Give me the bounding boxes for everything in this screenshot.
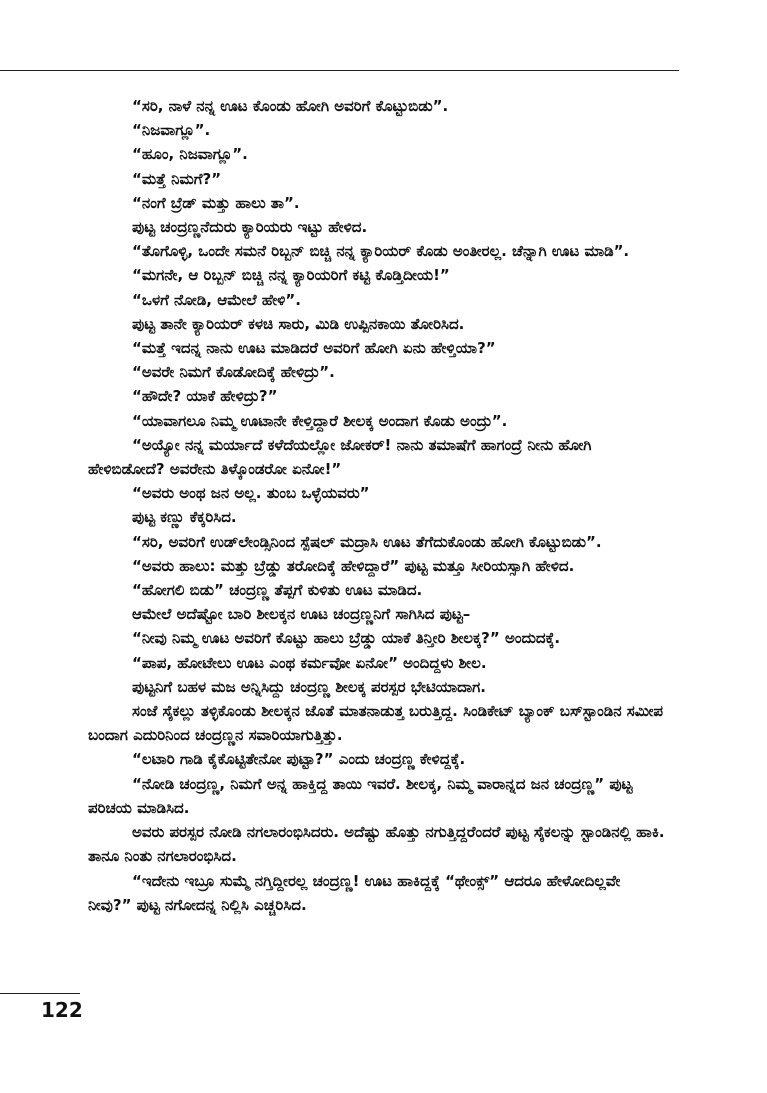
paragraph: “ಒಳಗೆ ನೋಡಿ, ಆಮೇಲೆ ಹೇಳಿ”. <box>132 290 301 309</box>
footer-rule <box>0 993 80 994</box>
page-number: 122 <box>41 998 83 1022</box>
paragraph: “ಮಗನೇ, ಆ ರಿಬ್ಬನ್ ಬಿಚ್ಚಿ ನನ್ನ ಕ್ಯಾರಿಯರಿಗೆ ಕಟ್ಟಿ ಕೊಡ್ತಿದೀಯ!” <box>132 266 450 285</box>
paragraph: “ತೊಗೊಳ್ಳಿ, ಒಂದೇ ಸಮನೆ ರಿಬ್ಬನ್ ಬಿಚ್ಚಿ ನನ್ನ ಕ್ಯಾರಿಯರ್ ಕೊಡು ಅಂತೀರಲ್ಲ. ಚೆನ್ನಾಗಿ ಊಟ ಮಾಡಿ”. <box>132 242 630 261</box>
paragraph: “ಲಟಾರಿ ಗಾಡಿ ಕೈಕೊಟ್ಟಿತೇನೋ ಪುಟ್ಟಾ?” ಎಂದು ಚಂದ್ರಣ್ಣ ಕೇಳಿದ್ದಕ್ಕೆ. <box>132 750 466 769</box>
paragraph: ಸಂಜೆ ಸೈಕಲ್ಲು ತಳ್ಳಿಕೊಂಡು ಶೀಲಕ್ಕನ ಜೊತೆ ಮಾತನಾಡುತ್ತ ಬರುತ್ತಿದ್ದ. ಸಿಂಡಿಕೇಟ್ ಬ್ಯಾಂಕ್ ಬಸ್‌ಸ್ಟಾಂಡಿನ ಸಮೀಪ ಬಂದಾಗ ಎದುರಿನಿಂದ ಚಂದ್ರಣ್ಣನ ಸವಾರಿಯಾಗುತ್ತಿತ್ತು. <box>88 702 664 745</box>
paragraph: ಅವರು ಪರಸ್ಪರ ನೋಡಿ ನಗಲಾರಂಭಿಸಿದರು. ಅದೆಷ್ಟು ಹೊತ್ತು ನಗುತ್ತಿದ್ದರೆಂದರೆ ಪುಟ್ಟ ಸೈಕಲನ್ನು ಸ್ಟಾಂಡಿನಲ್ಲಿ ಹಾಕಿ. ತಾನೂ ನಿಂತು ನಗಲಾರಂಭಿಸಿದ. <box>88 823 665 866</box>
paragraph: “ಪಾಪ, ಹೋಟೇಲು ಊಟ ಎಂಥ ಕರ್ಮವೋ ಏನೋ” ಅಂದಿದ್ದಳು ಶೀಲ. <box>132 653 487 672</box>
paragraph: “ಅವರು ಅಂಥ ಜನ ಅಲ್ಲ. ತುಂಬ ಒಳ್ಳೆಯವರು” <box>132 484 370 503</box>
paragraph: “ಅವರು ಹಾಲು: ಮತ್ತು ಬ್ರೆಡ್ಡು ತರೋದಿಕ್ಕೆ ಹೇಳಿದ್ದಾರೆ” ಪುಟ್ಟ ಮತ್ತೂ ಸೀರಿಯಸ್ಸಾಗಿ ಹೇಳಿದ. <box>132 556 575 575</box>
paragraph: “ಮತ್ತೆ ನಿಮಗೆ?” <box>132 169 222 188</box>
paragraph: ಆಮೇಲೆ ಅದೆಷ್ಟೋ ಬಾರಿ ಶೀಲಕ್ಕನ ಊಟ ಚಂದ್ರಣ್ಣನಿಗೆ ಸಾಗಿಸಿದ ಪುಟ್ಟ– <box>132 605 471 624</box>
paragraph: “ಮತ್ತೆ ಇದನ್ನ ನಾನು ಊಟ ಮಾಡಿದರೆ ಅವರಿಗೆ ಹೋಗಿ ಏನು ಹೇಳ್ತಿಯಾ?” <box>132 339 496 358</box>
paragraph: “ಸರಿ, ನಾಳೆ ನನ್ನ ಊಟ ಕೊಂಡು ಹೋಗಿ ಅವರಿಗೆ ಕೊಟ್ಟುಬಿಡು”. <box>132 97 449 115</box>
paragraph: “ಹೂಂ, ನಿಜವಾಗ್ಲೂ”. <box>132 145 248 164</box>
paragraph: “ನೋಡಿ ಚಂದ್ರಣ್ಣ, ನಿಮಗೆ ಅನ್ನ ಹಾಕ್ತಿದ್ದ ತಾಯಿ ಇವರೆ. ಶೀಲಕ್ಕ, ನಿಮ್ಮ ವಾರಾನ್ನದ ಜನ ಚಂದ್ರಣ್ಣ” ಪುಟ್ಟ ಪರಿಚಯ ಮಾಡಿಸಿದ. <box>88 774 633 817</box>
paragraph: “ಇದೇನು ಇಬ್ರೂ ಸುಮ್ಮೆ ನಗ್ತಿದ್ದೀರಲ್ಲ ಚಂದ್ರಣ್ಣ! ಊಟ ಹಾಕಿದ್ದಕ್ಕೆ “ಥೇಂಕ್ಸ್” ಆದರೂ ಹೇಳೋದಿಲ್ಲವೇ ನೀವು?” ಪುಟ್ಟ ನಗೋದನ್ನ ನಿಲ್ಲಿಸಿ ಎಚ್ಚರಿಸಿದ. <box>88 871 621 914</box>
paragraph: “ಸರಿ, ಅವರಿಗೆ ಉಡ್‌ಲೇಂಡ್ಸಿನಿಂದ ಸ್ಪೆಷಲ್ ಮದ್ರಾಸಿ ಊಟ ತೆಗೆದುಕೊಂಡು ಹೋಗಿ ಕೊಟ್ಟುಬಿಡು”. <box>132 532 602 551</box>
paragraph: “ಅಯ್ಯೋ ನನ್ನ ಮರ್ಯಾದೆ ಕಳೆದೆಯಲ್ಲೋ ಜೋಕರ್! ನಾನು ತಮಾಷೆಗೆ ಹಾಗಂದ್ರೆ ನೀನು ಹೋಗಿ ಹೇಳಿಬಿಡೋದೆ? ಅವರೇನು ತಿಳ್ಕೊಂಡರೋ ಏನೋ!” <box>88 435 592 479</box>
paragraph: “ಹೌದೇ? ಯಾಕೆ ಹೇಳಿದ್ರು?” <box>132 387 278 406</box>
paragraph: “ಹೋಗಲಿ ಬಿಡು” ಚಂದ್ರಣ್ಣ ತೆಪ್ಪಗೆ ಕುಳಿತು ಊಟ ಮಾಡಿದ. <box>132 581 423 600</box>
body-text <box>88 94 668 917</box>
paragraph: “ಯಾವಾಗಲೂ ನಿಮ್ಮ ಊಟಾನೇ ಕೇಳ್ತಿದ್ದಾರೆ ಶೀಲಕ್ಕ ಅಂದಾಗ ಕೊಡು ಅಂದ್ರು”. <box>132 411 508 430</box>
paragraph: “ಅವರೇ ನಿಮಗೆ ಕೊಡೋದಿಕ್ಕೆ ಹೇಳಿದ್ರು”. <box>132 363 335 382</box>
paragraph: ಪುಟ್ಟ ಚಂದ್ರಣ್ಣನೆದುರು ಕ್ಯಾರಿಯರು ಇಟ್ಟು ಹೇಳಿದ. <box>132 218 368 237</box>
paragraph: “ನಂಗೆ ಬ್ರೆಡ್ ಮತ್ತು ಹಾಲು ತಾ”. <box>132 193 300 212</box>
header-rule <box>0 70 679 71</box>
paragraph: “ನಿಜವಾಗ್ಲೂ”. <box>132 121 211 140</box>
paragraph: “ನೀವು ನಿಮ್ಮ ಊಟ ಅವರಿಗೆ ಕೊಟ್ಟು ಹಾಲು ಬ್ರೆಡ್ಡು ಯಾಕೆ ತಿನ್ತೀರಿ ಶೀಲಕ್ಕ?” ಅಂದುದಕ್ಕೆ. <box>132 629 561 648</box>
paragraph: ಪುಟ್ಟ ತಾನೇ ಕ್ಯಾರಿಯರ್ ಕಳಚಿ ಸಾರು, ಮಿಡಿ ಉಪ್ಪಿನಕಾಯಿ ತೋರಿಸಿದ. <box>132 314 465 333</box>
paragraph: ಪುಟ್ಟನಿಗೆ ಬಹಳ ಮಜ ಅನ್ನಿಸಿದ್ದು ಚಂದ್ರಣ್ಣ ಶೀಲಕ್ಕ ಪರಸ್ಪರ ಭೇಟಿಯಾದಾಗ. <box>132 677 486 696</box>
paragraph: ಪುಟ್ಟ ಕಣ್ಣು ಕೆಕ್ಕರಿಸಿದ. <box>132 508 237 527</box>
